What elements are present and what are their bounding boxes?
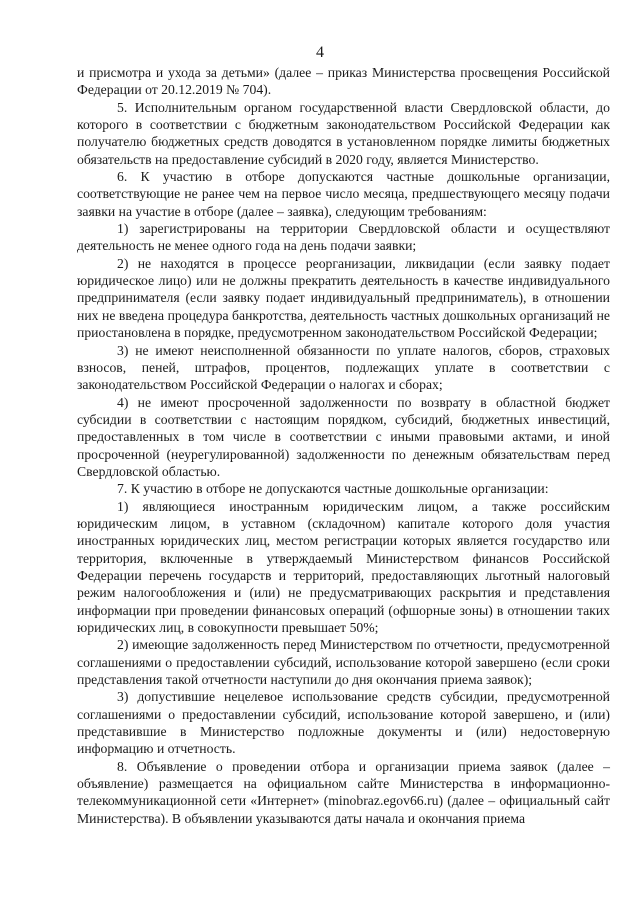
paragraph-clause-7-item-1: 1) являющиеся иностранным юридическим лицом, а также российским юридическим лицом, в уставном (складочном) капитале которого доля участия иностранных юридических лиц, местом регистрации которых является государство или территория, включенные в утверждаемый Министерством финансов Российской Федерации перечень государств и территорий, предоставляющих льготный налоговый режим налогообложения и (или) не предусматривающих раскрытия и представления информации при проведении финансовых операций (офшорные зоны) в отношении таких юридических лиц, в совокупности превышает 50%; (77, 498, 610, 635)
paragraph-clause-5: 5. Исполнительным органом государственной власти Свердловской области, до которого в соответствии с бюджетным законодательством Российской Федерации как получателю бюджетных средств доводятся в установленном порядке лимиты бюджетных обязательств на предоставление субсидий в 2020 году, является Министерство. (77, 99, 610, 167)
paragraph-clause-7-item-3: 3) допустившие нецелевое использование средств субсидии, предусмотренной соглашениями о предоставлении субсидий, использование которой завершено, и (или) представившие в Министерство подложные документы и (или) недостоверную информацию и отчетность. (77, 689, 610, 757)
paragraph-clause-6-item-3: 3) не имеют неисполненной обязанности по уплате налогов, сборов, страховых взносов, пеней, штрафов, процентов, подлежащих уплате в соответствии с законодательством Российской Федерации о налогах и сборах; (77, 342, 610, 393)
paragraph-clause-7: 7. К участию в отборе не допускаются частные дошкольные организации: (117, 481, 549, 497)
paragraph-clause-6-item-1: 1) зарегистрированы на территории Свердловской области и осуществляют деятельность не менее одного года на день подачи заявки; (77, 221, 610, 254)
document-body (77, 64, 610, 827)
paragraph-continuation: и присмотра и ухода за детьми» (далее – приказ Министерства просвещения Российской Федерации от 20.12.2019 № 704). (77, 65, 610, 98)
paragraph-clause-6-item-4: 4) не имеют просроченной задолженности по возврату в областной бюджет субсидии в соответствии с настоящим порядком, субсидий, бюджетных инвестиций, предоставленных в том числе в соответствии с иными правовыми актами, и иной просроченной (неурегулированной) задолженности по денежным обязательствам перед Свердловской областью. (77, 394, 610, 479)
paragraph-clause-8: 8. Объявление о проведении отбора и организации приема заявок (далее – объявление) размещается на официальном сайте Министерства в информационно-телекоммуникационной сети «Интернет» (minobraz.egov66.ru) (далее – официальный сайт Министерства). В объявлении указываются даты начала и окончания приема (77, 758, 610, 826)
paragraph-clause-7-item-2: 2) имеющие задолженность перед Министерством по отчетности, предусмотренной соглашениями о предоставлении субсидий, использование которой завершено (если сроки представления такой отчетности наступили до дня окончания приема заявок); (77, 637, 610, 688)
paragraph-clause-6-item-2: 2) не находятся в процессе реорганизации, ликвидации (если заявку подает юридическое лицо) или не должны прекратить деятельность в качестве индивидуального предпринимателя (если заявку подает индивидуальный предприниматель), в отношении них не введена процедура банкротства, деятельность частных дошкольных организаций не приостановлена в порядке, предусмотренном законодательством Российской Федерации; (77, 255, 610, 341)
paragraph-clause-6: 6. К участию в отборе допускаются частные дошкольные организации, соответствующие не ранее чем на первое число месяца, предшествующего месяцу подачи заявки на участие в отборе (далее – заявка), следующим требованиям: (77, 169, 610, 219)
page-number: 4 (316, 44, 324, 61)
